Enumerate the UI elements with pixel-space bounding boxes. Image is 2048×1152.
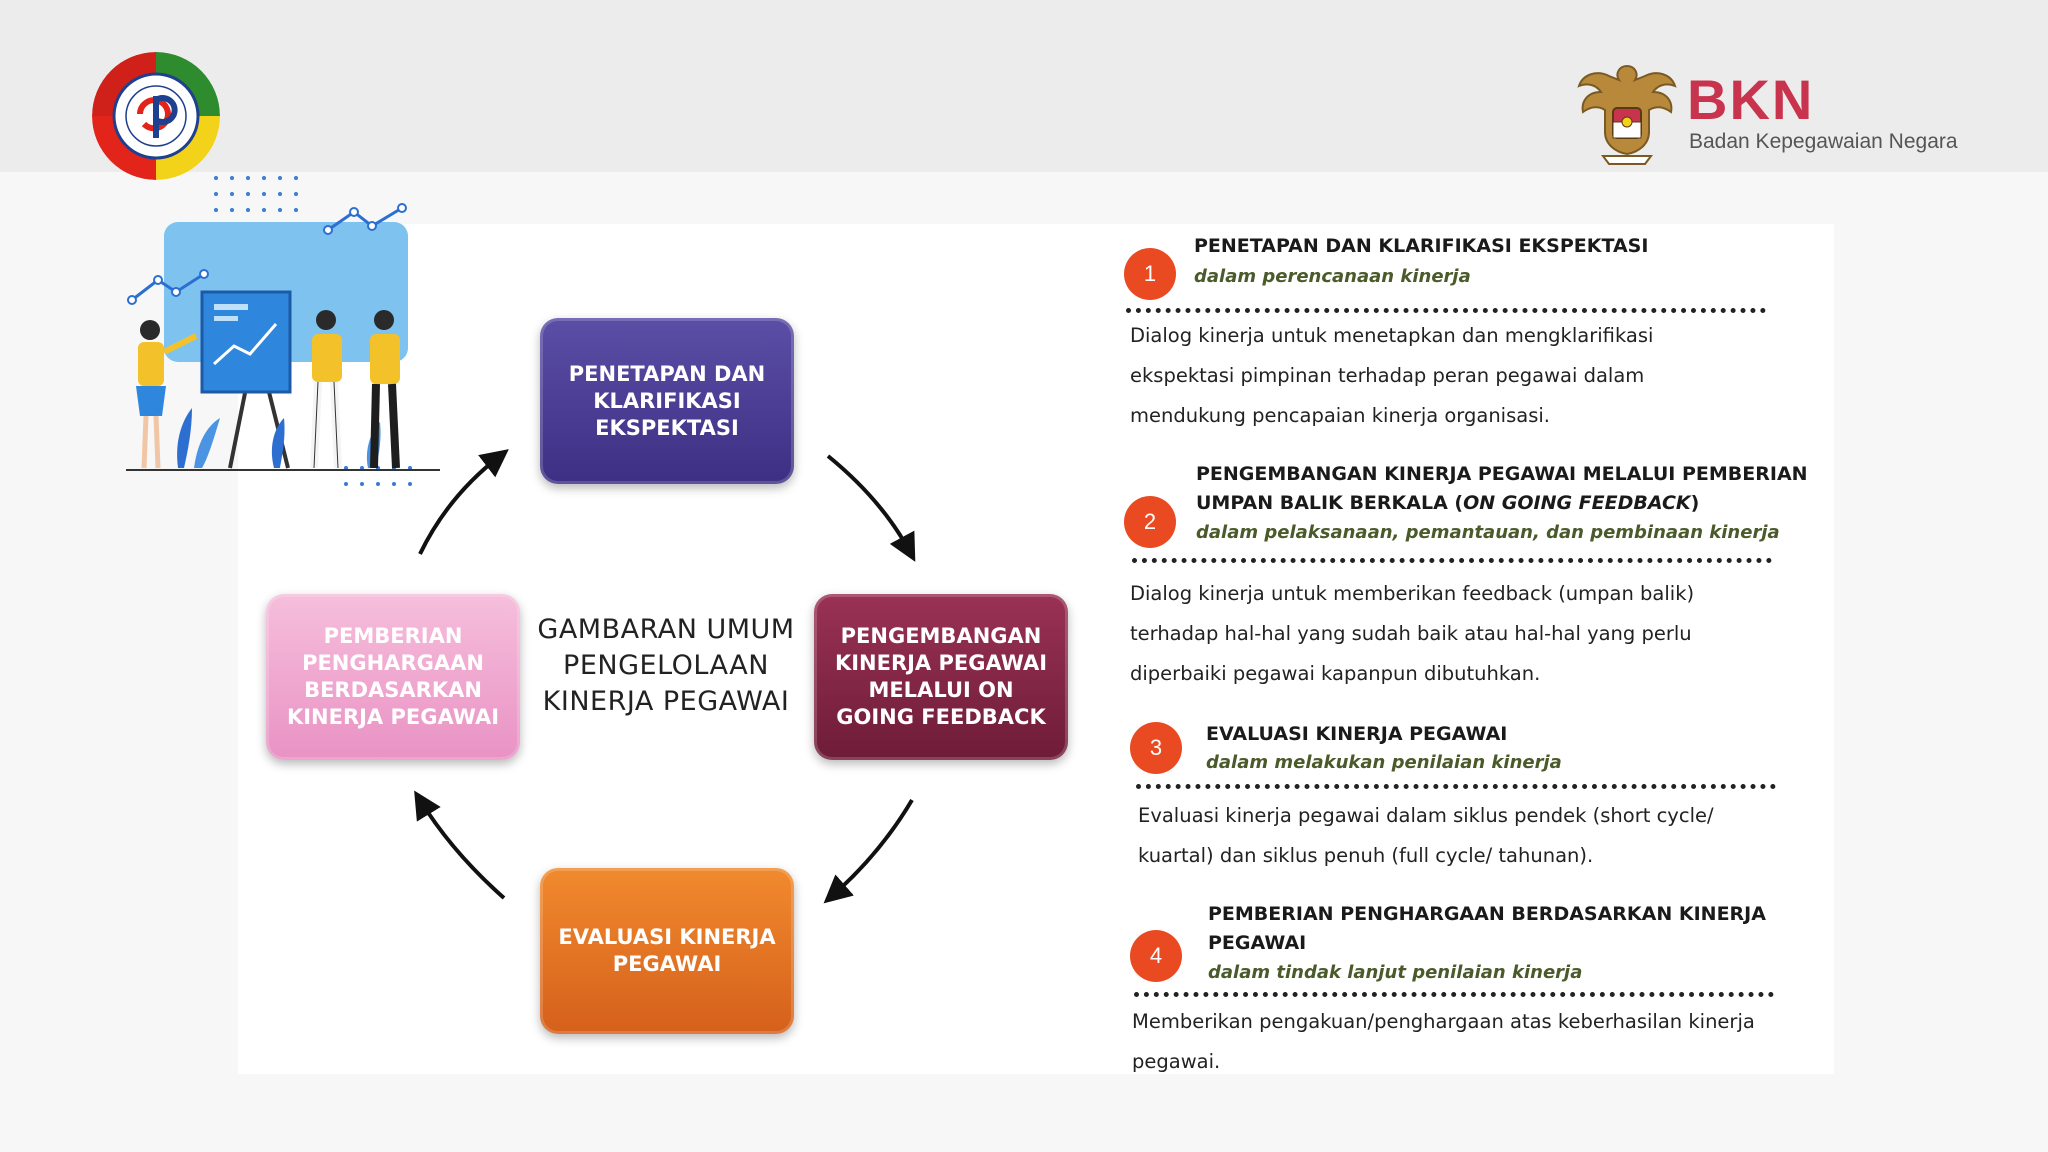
- step-3-number-badge: 3: [1130, 722, 1182, 774]
- team-presentation-illustration: [118, 168, 448, 498]
- garuda-emblem-icon: [1575, 56, 1679, 168]
- step-4-title: PEMBERIAN PENGHARGAAN BERDASARKAN KINERJA PEGAWAI: [1208, 903, 1766, 954]
- bkn-logo: [1575, 56, 1995, 168]
- step-2-description: Dialog kinerja untuk memberikan feedback (umpan balik) terhadap hal-hal yang sudah baik atau hal-hal yang perlu diperbaiki pegawai kapanpun dibutuhkan.: [1130, 582, 1695, 685]
- bkn-subtitle: Badan Kepegawaian Negara: [1689, 130, 1958, 153]
- step-1-title: PENETAPAN DAN KLARIFIKASI EKSPEKTASI: [1194, 235, 1649, 257]
- step-2-title-italic: ON GOING FEEDBACK: [1463, 492, 1691, 514]
- step-4-number-badge: 4: [1130, 930, 1182, 982]
- step-2-number-badge: 2: [1124, 496, 1176, 548]
- step-3-subtitle: dalam melakukan penilaian kinerja: [1206, 752, 1562, 773]
- step-4-divider: [1134, 992, 1774, 997]
- step-2-title-end: ): [1690, 492, 1700, 514]
- step-3-description: Evaluasi kinerja pegawai dalam siklus pendek (short cycle/ kuartal) dan siklus penuh (full cycle/ tahunan).: [1138, 804, 1714, 867]
- cycle-box-evaluasi: EVALUASI KINERJA PEGAWAI: [540, 868, 794, 1034]
- step-1-description: Dialog kinerja untuk menetapkan dan mengklarifikasi ekspektasi pimpinan terhadap peran pegawai dalam mendukung pencapaian kinerja organisasi.: [1130, 324, 1654, 427]
- step-2-subtitle: dalam pelaksanaan, pemantauan, dan pembinaan kinerja: [1196, 522, 1780, 543]
- step-1-subtitle: dalam perencanaan kinerja: [1194, 266, 1471, 287]
- step-2-title-main: PENGEMBANGAN KINERJA PEGAWAI MELALUI PEMBERIAN UMPAN BALIK BERKALA (: [1196, 463, 1808, 514]
- step-2-title: [1196, 460, 1836, 518]
- bkn-brand-text: BKN: [1687, 68, 1815, 131]
- step-1-divider: [1126, 308, 1766, 313]
- cycle-box-penetapan: PENETAPAN DAN KLARIFIKASI EKSPEKTASI: [540, 318, 794, 484]
- step-1-number-badge: 1: [1124, 248, 1176, 300]
- cycle-box-pemberian: PEMBERIAN PENGHARGAAN BERDASARKAN KINERJA PEGAWAI: [266, 594, 520, 760]
- step-2-divider: [1132, 558, 1772, 563]
- step-3-divider: [1136, 784, 1776, 789]
- step-3-title: EVALUASI KINERJA PEGAWAI: [1206, 723, 1508, 745]
- step-4-subtitle: dalam tindak lanjut penilaian kinerja: [1208, 962, 1583, 983]
- step-4-description: Memberikan pengakuan/penghargaan atas keberhasilan kinerja pegawai.: [1132, 1010, 1755, 1073]
- diagram-center-title: GAMBARAN UMUM PENGELOLAAN KINERJA PEGAWAI: [537, 614, 795, 717]
- epp-logo: [92, 52, 220, 180]
- cycle-box-pengembangan: PENGEMBANGAN KINERJA PEGAWAI MELALUI ON GOING FEEDBACK: [814, 594, 1068, 760]
